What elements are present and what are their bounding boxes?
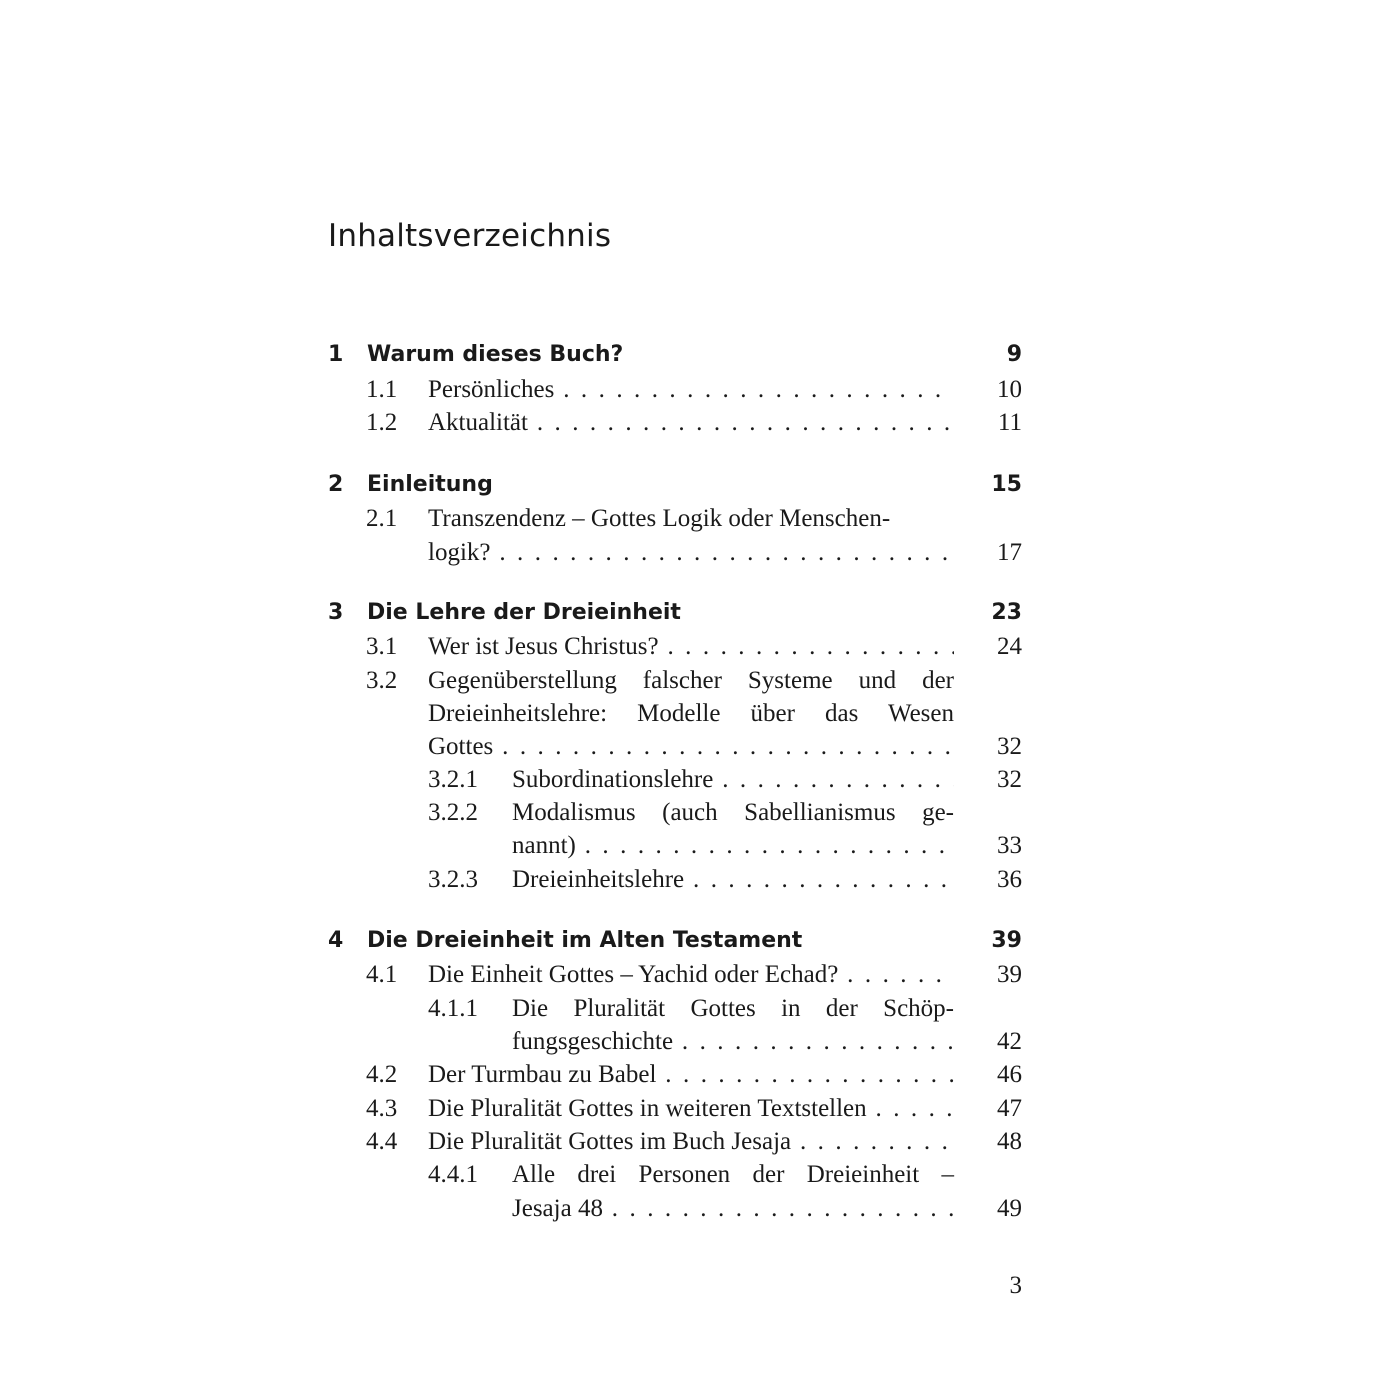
entry-title: Dreieinheitslehre . . .: [512, 863, 954, 896]
entry-title-line-1: Transzendenz – Gottes Logik oder Menschen-: [428, 505, 891, 532]
entry-title: Die Pluralität Gottes im Buch Jesaja . . .: [428, 1125, 954, 1158]
entry-number: 4.3: [366, 1095, 398, 1122]
toc-chapter-1[interactable]: [328, 338, 1028, 371]
toc-entry-4-3[interactable]: [366, 1092, 1026, 1125]
toc-entry-3-2-cont-1[interactable]: [366, 697, 1026, 730]
chapter-number: 1: [328, 342, 344, 367]
entry-number: 4.1: [366, 961, 398, 988]
entry-page: 24: [997, 633, 1022, 660]
entry-title-line-1: Gegenüberstellung falscher Systeme und der: [428, 667, 954, 694]
entry-title-line-3: Gottes . . .: [428, 730, 954, 763]
chapter-page: 23: [991, 600, 1022, 625]
entry-page: 39: [997, 961, 1022, 988]
toc-entry-3-2-3[interactable]: [428, 863, 1028, 896]
entry-title-line-2: logik? . . .: [428, 536, 954, 569]
entry-page: 42: [997, 1028, 1022, 1055]
toc-entry-4-2[interactable]: [366, 1058, 1026, 1091]
toc-entry-2-1-cont[interactable]: [366, 536, 1026, 569]
entry-number: 3.1: [366, 633, 398, 660]
entry-number: 3.2: [366, 667, 398, 694]
entry-title: Subordinationslehre . . .: [512, 763, 954, 796]
toc-entry-4-1-1-cont[interactable]: [428, 1025, 1028, 1058]
entry-number: 3.2.3: [428, 866, 478, 893]
entry-number: 1.1: [366, 376, 398, 403]
chapter-number: 4: [328, 928, 344, 953]
entry-page: 47: [997, 1095, 1022, 1122]
chapter-number: 2: [328, 472, 344, 497]
entry-page: 46: [997, 1061, 1022, 1088]
entry-title-line-1: Alle drei Personen der Dreieinheit –: [512, 1161, 954, 1188]
toc-entry-4-4[interactable]: [366, 1125, 1026, 1158]
entry-number: 3.2.1: [428, 766, 478, 793]
chapter-title: Die Lehre der Dreieinheit: [367, 600, 681, 625]
entry-number: 2.1: [366, 505, 398, 532]
entry-number: 1.2: [366, 409, 398, 436]
entry-page: 10: [997, 376, 1022, 403]
entry-page: 48: [997, 1128, 1022, 1155]
entry-title: Persönliches . . .: [428, 373, 954, 406]
toc-chapter-4[interactable]: [328, 924, 1028, 957]
entry-title-line-2: Dreieinheitslehre: Modelle über das Wesen: [428, 700, 954, 727]
chapter-page: 15: [991, 472, 1022, 497]
chapter-title: Einleitung: [367, 472, 493, 497]
toc-entry-3-2-1[interactable]: [428, 763, 1028, 796]
entry-number: 4.1.1: [428, 995, 478, 1022]
toc-entry-3-2[interactable]: [366, 664, 1026, 697]
toc-entry-3-1[interactable]: [366, 630, 1026, 663]
entry-title-line-2: Jesaja 48 . . .: [512, 1192, 954, 1225]
chapter-page: 39: [991, 928, 1022, 953]
toc-entry-4-1-1[interactable]: [428, 992, 1028, 1025]
entry-number: 4.4: [366, 1128, 398, 1155]
chapter-number: 3: [328, 600, 344, 625]
entry-title: Die Pluralität Gottes in weiteren Textstellen . . .: [428, 1092, 954, 1125]
toc-entry-1-2[interactable]: [366, 406, 1026, 439]
chapter-title: Warum dieses Buch?: [367, 342, 624, 367]
toc-entry-2-1[interactable]: [366, 502, 1026, 535]
entry-page: 32: [997, 766, 1022, 793]
entry-page: 17: [997, 539, 1022, 566]
entry-page: 33: [997, 832, 1022, 859]
entry-title: Aktualität . . .: [428, 406, 954, 439]
entry-title: Die Einheit Gottes – Yachid oder Echad? . . .: [428, 958, 954, 991]
chapter-page: 9: [1006, 342, 1022, 367]
entry-page: 32: [997, 733, 1022, 760]
entry-title-line-2: nannt) . . .: [512, 829, 954, 862]
entry-page: 36: [997, 866, 1022, 893]
toc-entry-3-2-2-cont[interactable]: [428, 829, 1028, 862]
entry-title-line-1: Die Pluralität Gottes in der Schöp-: [512, 995, 954, 1022]
toc-entry-4-1[interactable]: [366, 958, 1026, 991]
toc-entry-1-1[interactable]: [366, 373, 1026, 406]
chapter-title: Die Dreieinheit im Alten Testament: [367, 928, 803, 953]
entry-title-line-2: fungsgeschichte . . .: [512, 1025, 954, 1058]
toc-entry-4-4-1-cont[interactable]: [428, 1192, 1028, 1225]
toc-chapter-3[interactable]: [328, 596, 1028, 629]
entry-title: Der Turmbau zu Babel . . .: [428, 1058, 954, 1091]
toc-chapter-2[interactable]: [328, 468, 1028, 501]
entry-title: Wer ist Jesus Christus? . . .: [428, 630, 954, 663]
entry-number: 4.2: [366, 1061, 398, 1088]
entry-number: 3.2.2: [428, 799, 478, 826]
toc-entry-4-4-1[interactable]: [428, 1158, 1028, 1191]
page-number: 3: [1009, 1272, 1022, 1299]
entry-title-line-1: Modalismus (auch Sabellianismus ge-: [512, 799, 954, 826]
entry-page: 11: [997, 409, 1022, 436]
entry-number: 4.4.1: [428, 1161, 478, 1188]
toc-entry-3-2-2[interactable]: [428, 796, 1028, 829]
page-title: Inhaltsverzeichnis: [328, 218, 612, 254]
entry-page: 49: [997, 1195, 1022, 1222]
toc-entry-3-2-cont-2[interactable]: [366, 730, 1026, 763]
